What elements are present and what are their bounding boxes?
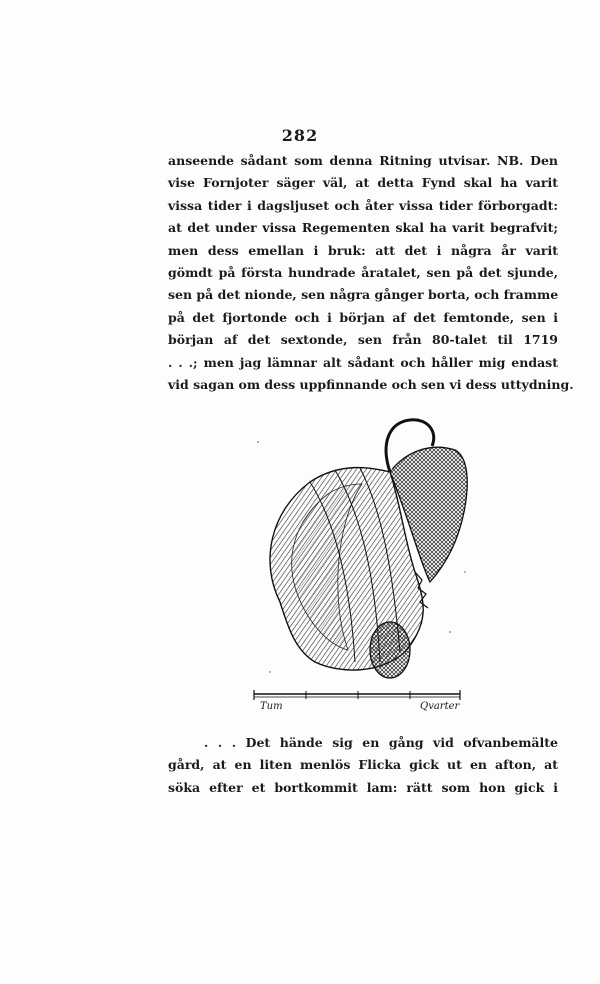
text-line: . . . Det hände sig en gång vid ofvanbemälte (204, 735, 558, 750)
page-number: 282 (281, 126, 319, 145)
text-line: vid sagan om dess uppfinnande och sen vi dess uttydning. (168, 377, 574, 393)
text-line: men dess emellan i bruk: att det i några år varit (168, 242, 558, 258)
text-line: at det under vissa Regementen skal ha varit begrafvit; (168, 220, 558, 236)
text-line: början af det sextonde, sen från 80-talet til 1719 (168, 332, 558, 348)
bottom-paragraph (168, 732, 558, 799)
text-line: gömdt på första hundrade åratalet, sen på det sjunde, (168, 265, 558, 281)
text-line: vise Fornjoter säger väl, at detta Fynd skal ha varit (168, 175, 558, 191)
text-line: på det fjortonde och i början af det femtonde, sen i (168, 309, 558, 325)
text-line: sen på det nionde, sen några gånger borta, och framme (168, 287, 559, 303)
text-line: söka efter et bortkommit lam: rätt som hon gick i (168, 779, 558, 795)
horn-illustration (240, 412, 480, 712)
scale-unit-label: Qvarter (420, 701, 460, 712)
text-line: . . .; men jag lämnar alt sådant och håller mig endast (168, 354, 558, 370)
text-line: vissa tider i dagsljuset och åter vissa tider förborgadt: (168, 197, 558, 213)
top-paragraph (168, 150, 574, 396)
scale-unit-label: Tum (260, 701, 283, 712)
text-line: anseende sådant som denna Ritning utvisar. NB. Den (168, 153, 558, 168)
text-line: gård, at en liten menlös Flicka gick ut en afton, at (168, 757, 558, 773)
